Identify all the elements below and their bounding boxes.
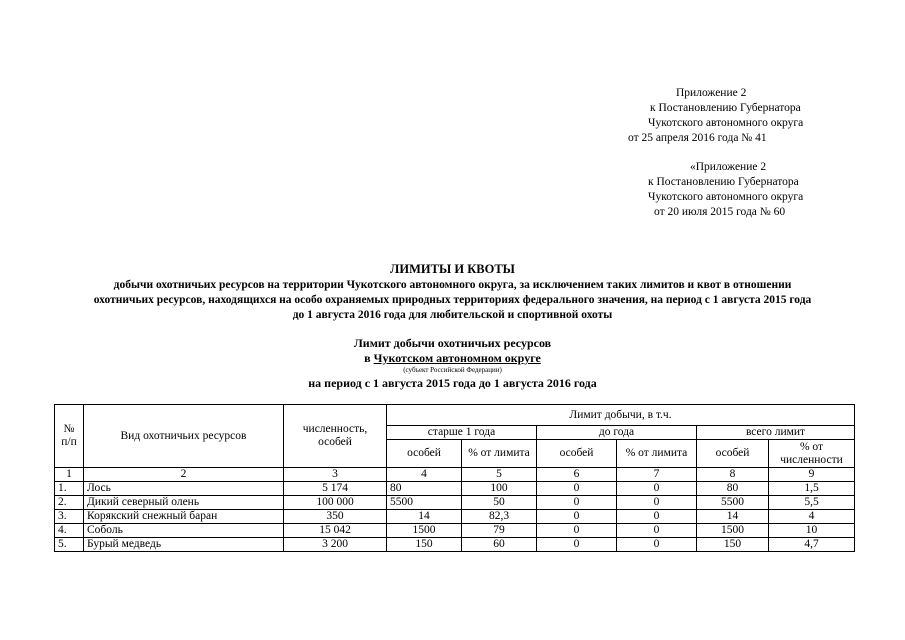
resolution-label: к Постановлению Губернатора (648, 176, 799, 188)
row-num: 5. (55, 538, 84, 552)
row-under-pct: 0 (617, 482, 697, 496)
row-older-pct: 79 (462, 524, 537, 538)
col-number: 6 (537, 468, 617, 482)
row-num: 4. (55, 524, 84, 538)
row-older-pct: 60 (462, 538, 537, 552)
subtitle-line-2: охотничьих ресурсов, находящихся на особо охраняемых природных территориях федерального значения, на период с 1 августа 2015 года (93, 294, 812, 306)
row-under-n: 0 (537, 482, 617, 496)
subtitle-line-3: до 1 августа 2016 года для любительской и спортивной охоты (292, 309, 613, 321)
appendix-label: Приложение 2 (676, 87, 747, 99)
row-under-n: 0 (537, 538, 617, 552)
row-population: 15 042 (284, 524, 387, 538)
row-species: Дикий северный олень (84, 496, 284, 510)
approval-header-previous (648, 160, 803, 220)
header-older: старше 1 года (387, 426, 537, 440)
col-number: 3 (284, 468, 387, 482)
table-row (55, 524, 855, 538)
document-title: ЛИМИТЫ И КВОТЫ (390, 262, 515, 276)
header-species: Вид охотничьих ресурсов (84, 405, 284, 468)
row-total-n: 5500 (697, 496, 769, 510)
row-total-pct: 10 (769, 524, 855, 538)
header-older-pct: % от лимита (462, 440, 537, 468)
row-under-pct: 0 (617, 510, 697, 524)
header-num: № п/п (55, 405, 84, 468)
row-species: Бурый медведь (84, 538, 284, 552)
row-older-pct: 82,3 (462, 510, 537, 524)
row-older-n: 5500 (387, 496, 462, 510)
row-older-pct: 100 (462, 482, 537, 496)
region-label: Чукотского автономного округа (648, 191, 804, 203)
row-older-pct: 50 (462, 496, 537, 510)
limit-region-line (0, 351, 905, 366)
limit-heading: Лимит добычи охотничьих ресурсов (353, 336, 552, 350)
resolution-label: к Постановлению Губернатора (650, 102, 801, 114)
region-prefix: в (364, 351, 374, 365)
row-num: 3. (55, 510, 84, 524)
row-num: 2. (55, 496, 84, 510)
table-row (55, 482, 855, 496)
row-total-n: 150 (697, 538, 769, 552)
col-number: 9 (769, 468, 855, 482)
resolution-date: от 25 апреля 2016 года № 41 (628, 132, 767, 144)
row-species: Корякский снежный баран (84, 510, 284, 524)
limit-period: на период с 1 августа 2015 года до 1 августа 2016 года (308, 376, 597, 390)
row-total-pct: 4,7 (769, 538, 855, 552)
row-older-n: 1500 (387, 524, 462, 538)
row-under-n: 0 (537, 510, 617, 524)
col-number: 2 (84, 468, 284, 482)
row-population: 3 200 (284, 538, 387, 552)
col-number: 1 (55, 468, 84, 482)
header-under-pct: % от лимита (617, 440, 697, 468)
row-under-n: 0 (537, 524, 617, 538)
subtitle-line-1: добычи охотничьих ресурсов на территории Чукотского автономного округа, за исключением таких лимитов и квот в отношении (113, 279, 792, 291)
col-number: 4 (387, 468, 462, 482)
row-under-pct: 0 (617, 524, 697, 538)
row-population: 350 (284, 510, 387, 524)
row-older-n: 80 (387, 482, 462, 496)
header-older-animals: особей (387, 440, 462, 468)
col-number: 7 (617, 468, 697, 482)
header-total-animals: особей (697, 440, 769, 468)
row-total-n: 80 (697, 482, 769, 496)
header-total: всего лимит (697, 426, 855, 440)
col-number: 5 (462, 468, 537, 482)
row-species: Лось (84, 482, 284, 496)
header-under: до года (537, 426, 697, 440)
header-limit: Лимит добычи, в т.ч. (387, 405, 855, 426)
table-row (55, 538, 855, 552)
document-subtitle (0, 278, 905, 323)
region-note: (субъект Российской Федерации) (403, 366, 502, 374)
row-older-n: 14 (387, 510, 462, 524)
row-under-pct: 0 (617, 538, 697, 552)
header-under-animals: особей (537, 440, 617, 468)
row-total-pct: 1,5 (769, 482, 855, 496)
row-total-pct: 5,5 (769, 496, 855, 510)
row-total-n: 14 (697, 510, 769, 524)
col-number: 8 (697, 468, 769, 482)
row-species: Соболь (84, 524, 284, 538)
resolution-date: от 20 июля 2015 года № 60 (654, 206, 786, 218)
limits-table (54, 404, 855, 552)
appendix-label: «Приложение 2 (690, 161, 767, 173)
column-number-row (55, 468, 855, 482)
table-row (55, 496, 855, 510)
row-total-n: 1500 (697, 524, 769, 538)
table-row (55, 510, 855, 524)
row-total-pct: 4 (769, 510, 855, 524)
row-under-n: 0 (537, 496, 617, 510)
approval-header-current (628, 86, 803, 146)
row-population: 5 174 (284, 482, 387, 496)
region-label: Чукотского автономного округа (648, 117, 804, 129)
row-population: 100 000 (284, 496, 387, 510)
region-name: Чукотском автономном округе (373, 351, 541, 365)
row-older-n: 150 (387, 538, 462, 552)
row-num: 1. (55, 482, 84, 496)
header-total-pct: % от численности (769, 440, 855, 468)
row-under-pct: 0 (617, 496, 697, 510)
header-population: численность, особей (284, 405, 387, 468)
